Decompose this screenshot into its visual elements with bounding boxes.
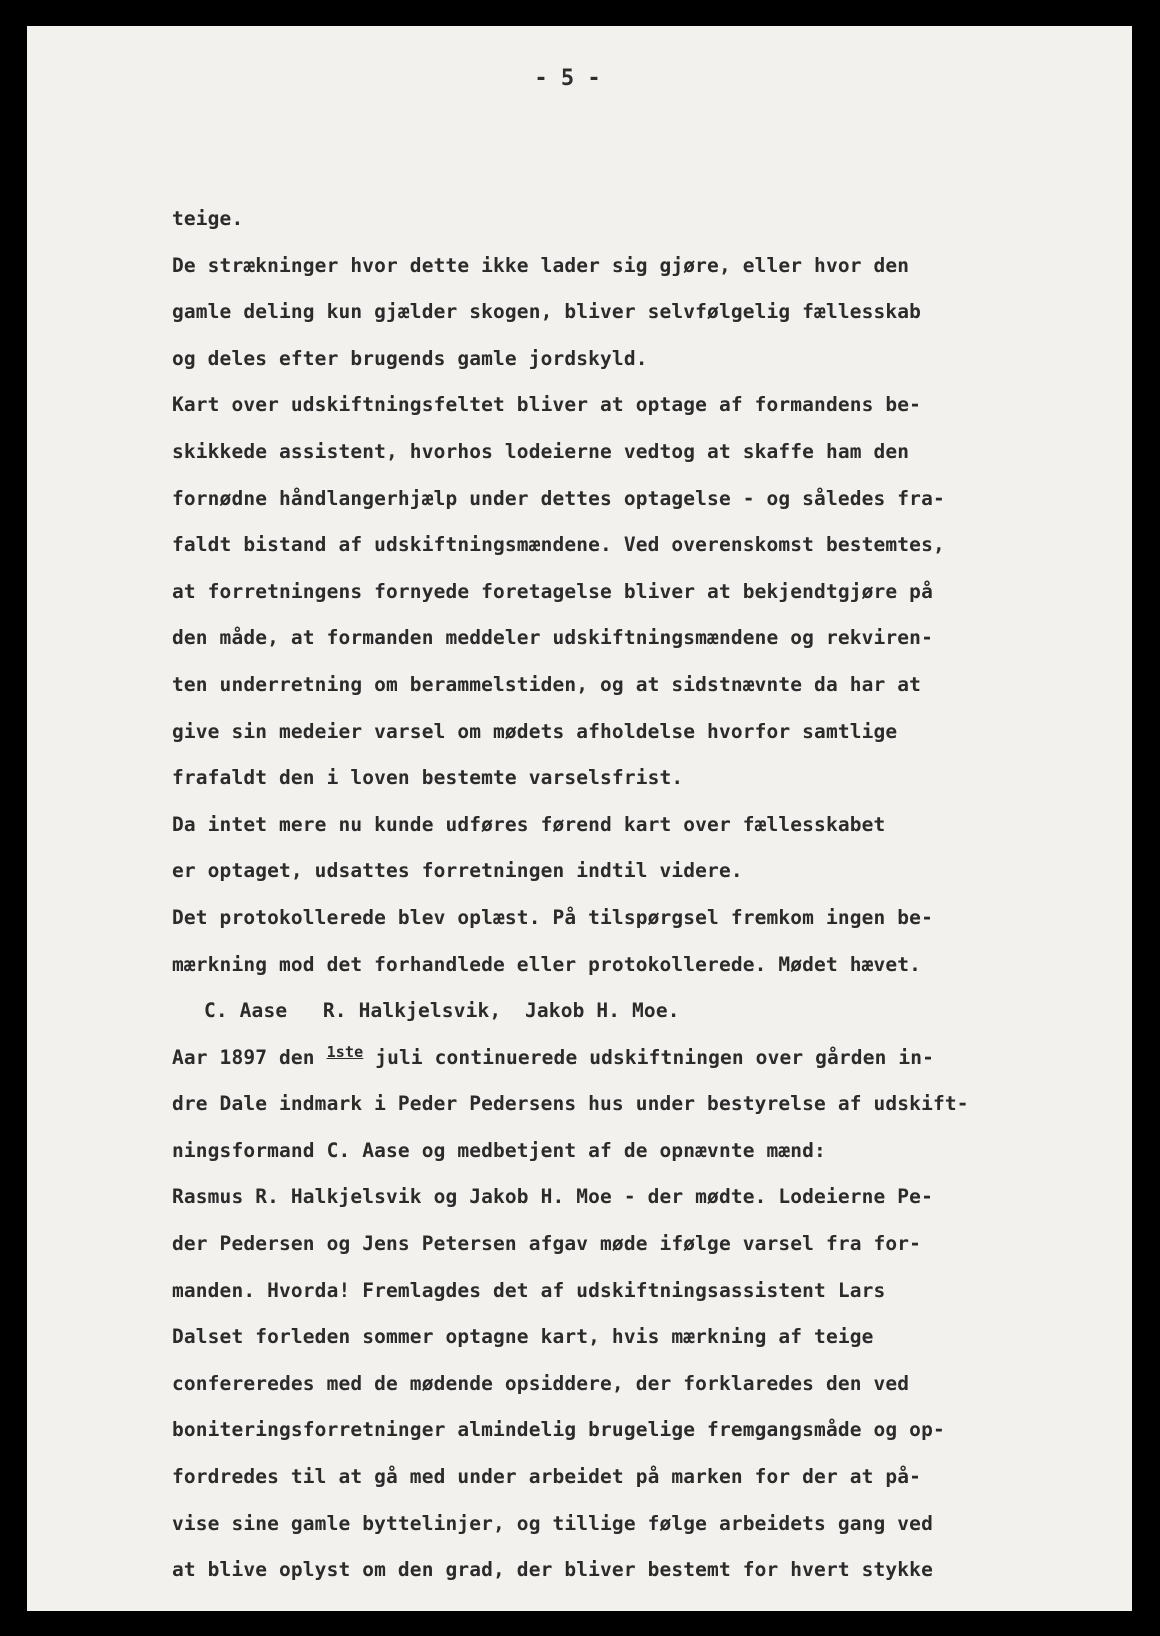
text-line: Kart over udskiftningsfeltet bliver at optage af formandens be- [172, 393, 922, 417]
text-line: gamle deling kun gjælder skogen, bliver selvfølgelig fællesskab [172, 300, 922, 324]
text-line: boniteringsforretninger almindelig brugelige fremgangsmåde og op- [172, 1418, 945, 1442]
text-line: dre Dale indmark i Peder Pedersens hus under bestyrelse af udskift- [172, 1092, 969, 1116]
text-line: frafaldt den i loven bestemte varselsfrist. [172, 766, 684, 790]
dated-entry-line [172, 1035, 1122, 1082]
date-superscript: 1ste [326, 1042, 364, 1061]
text-line: confereredes med de mødende opsiddere, der forklaredes den ved [172, 1371, 910, 1395]
text-line: manden. Hvorda! Fremlagdes det af udskiftningsassistent Lars [172, 1278, 886, 1302]
text-line: fordredes til at gå med under arbeidet på marken for der at på- [172, 1465, 922, 1489]
text-line: at blive oplyst om den grad, der bliver bestemt for hvert stykke [172, 1558, 933, 1582]
text-line: Da intet mere nu kunde udføres førend kart over fællesskabet [172, 812, 886, 836]
text-line: De strækninger hvor dette ikke lader sig gjøre, eller hvor den [172, 253, 910, 277]
text-line: ten underretning om berammelstiden, og at sidstnævnte da har at [172, 672, 922, 696]
text-line: faldt bistand af udskiftningsmændene. Ved overenskomst bestemtes, [172, 533, 945, 557]
text-line: ningsformand C. Aase og medbetjent af de opnævnte mænd: [172, 1138, 826, 1162]
text-line: vise sine gamle byttelinjer, og tillige følge arbeidets gang ved [172, 1511, 933, 1535]
text-line: Det protokollerede blev oplæst. På tilspørgsel fremkom ingen be- [172, 905, 933, 929]
text-line: er optaget, udsattes forretningen indtil videre. [172, 859, 743, 883]
text-line: teige. [172, 207, 244, 230]
text-line: at forretningens fornyede foretagelse bliver at bekjendtgjøre på [172, 579, 933, 603]
text-line: den måde, at formanden meddeler udskiftningsmændene og rekviren- [172, 626, 933, 650]
text-line: skikkede assistent, hvorhos lodeierne vedtog at skaffe ham den [172, 439, 910, 463]
text-line: fornødne håndlangerhjælp under dettes optagelse - og således fra- [172, 486, 945, 510]
page-number: - 5 - [534, 66, 601, 91]
text-line: mærkning mod det forhandlede eller protokollerede. Mødet hævet. [172, 952, 922, 976]
dated-entry-end: juli continuerede udskiftningen over gården in- [363, 1045, 935, 1069]
document-page [27, 26, 1132, 1611]
text-line: der Pedersen og Jens Petersen afgav møde ifølge varsel fra for- [172, 1232, 922, 1256]
text-line: Rasmus R. Halkjelsvik og Jakob H. Moe - der mødte. Lodeierne Pe- [172, 1185, 933, 1209]
document-body [172, 196, 1122, 1594]
signatures-line: C. Aase R. Halkjelsvik, Jakob H. Moe. [204, 999, 680, 1023]
text-line: Dalset forleden sommer optagne kart, hvis mærkning af teige [172, 1325, 874, 1349]
text-line: og deles efter brugends gamle jordskyld. [172, 346, 648, 370]
text-line: give sin medeier varsel om mødets afholdelse hvorfor samtlige [172, 719, 898, 743]
dated-entry-start: Aar 1897 den [172, 1045, 327, 1069]
